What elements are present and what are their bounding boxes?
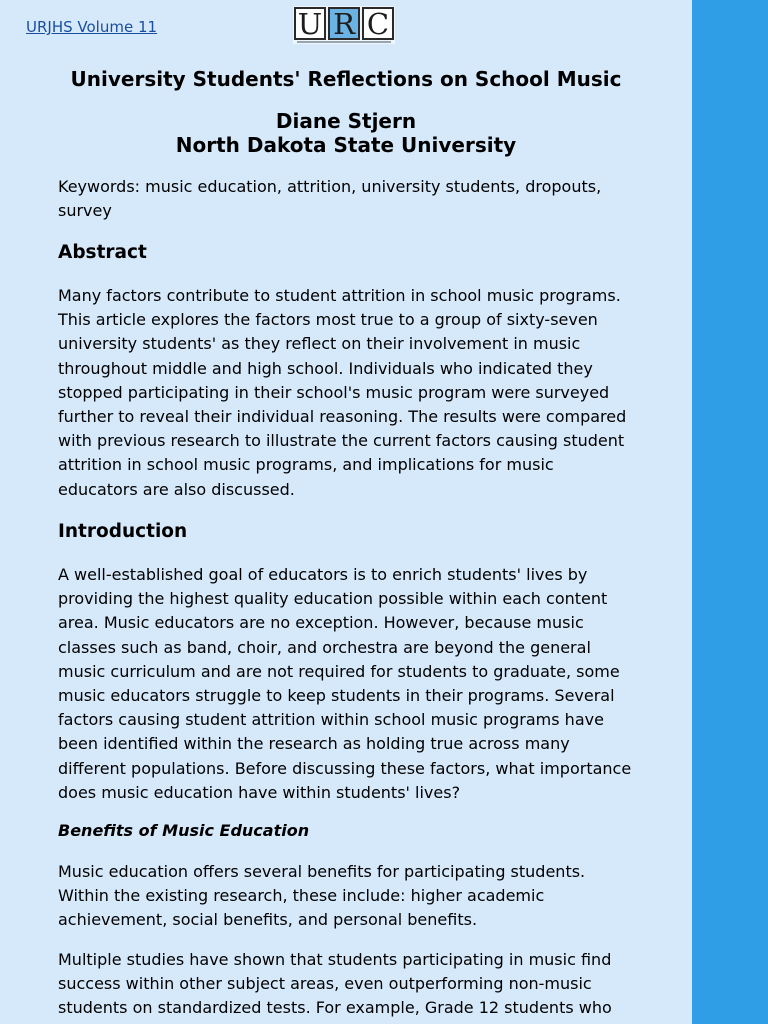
introduction-heading: Introduction [58, 521, 188, 542]
abstract-text: Many factors contribute to student attrition in school music programs. This article explores the factors most true to a group of sixty-seven university students' as they reflect on their involvement in music throughout middle and high school. Individuals who indicated they stopped participating in their school's music program were surveyed further to reveal their individual reasoning. The results were compared with previous research to illustrate the current factors causing student attrition in school music programs, and implications for music educators are also discussed. [58, 286, 627, 499]
logo-letter-c: C [362, 7, 394, 40]
benefits-heading: Benefits of Music Education [58, 821, 310, 840]
logo-letter-r: R [328, 7, 360, 40]
introduction-text: A well-established goal of educators is to enrich students' lives by providing the highest quality education possible within each content area. Music educators are no exception. However, because music classes such as band, choir, and orchestra are beyond the general music curriculum and are not required for students to graduate, some music educators struggle to keep students in their programs. Several factors causing student attrition within school music programs have been identified within the research as holding true across many different populations. Before discussing these factors, what importance does music education have within students' lives? [58, 565, 632, 802]
author-block [58, 109, 634, 157]
article-title: University Students' Reflections on School Music [70, 67, 622, 91]
urc-logo [293, 6, 395, 44]
benefits-text-2: Multiple studies have shown that students participating in music find success within other subject areas, even outperforming non-music students on standardized tests. For example, Grade 12 students who [58, 950, 612, 1018]
journal-volume-link[interactable]: URJHS Volume 11 [26, 18, 158, 36]
author-affiliation: North Dakota State University [175, 133, 517, 157]
logo-letter-u: U [294, 7, 326, 40]
author-name: Diane Stjern [275, 109, 417, 133]
abstract-heading: Abstract [58, 242, 147, 263]
right-sidebar-bar [692, 0, 768, 1024]
logo-underline [297, 41, 391, 43]
benefits-text-1: Music education offers several benefits for participating students. Within the existing research, these include: higher academic achievement, social benefits, and personal benefits. [58, 862, 586, 930]
keywords: Keywords: music education, attrition, university students, dropouts, survey [58, 177, 602, 221]
